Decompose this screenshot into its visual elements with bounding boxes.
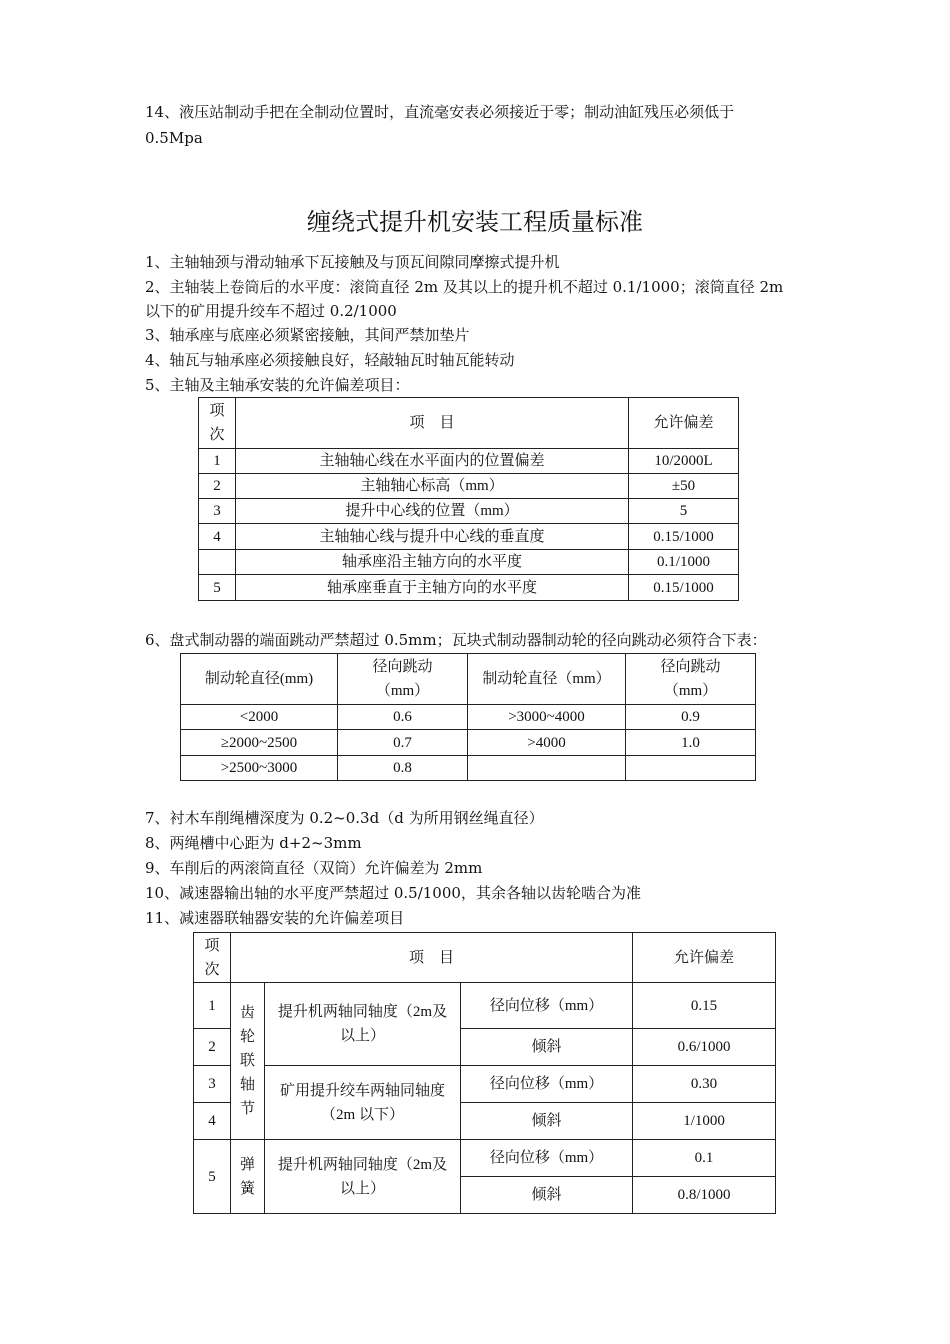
item-14-line1: 14、液压站制动手把在全制动位置时，直流毫安表必须接近于零；制动油缸残压必须低于 (145, 103, 735, 121)
row-item: 主轴轴心线在水平面内的位置偏差 (236, 449, 629, 474)
item-2-line1: 2、主轴装上卷筒后的水平度：滚筒直径 2m 及其以上的提升机不超过 0.1/1000；滚筒直径 2m (145, 278, 784, 296)
table-header-row (194, 933, 776, 983)
row-index: 2 (194, 1029, 231, 1066)
table-row (199, 499, 739, 524)
cell-runout-2: 0.9 (626, 705, 756, 730)
table-header-row (181, 654, 756, 705)
cell-runout-1: 0.8 (338, 756, 468, 781)
row-item: 提升中心线的位置（mm） (236, 499, 629, 524)
brake-wheel-runout-table (180, 653, 756, 781)
table-header-row (199, 398, 739, 449)
item-7: 7、衬木车削绳槽深度为 0.2~0.3d（d 为所用钢丝绳直径） (145, 809, 544, 827)
row-tolerance: ±50 (629, 474, 739, 499)
item-6: 6、盘式制动器的端面跳动严禁超过 0.5mm；瓦块式制动器制动轮的径向跳动必须符合下表： (145, 631, 767, 649)
item-14-line2: 0.5Mpa (145, 129, 203, 147)
cell-diameter-1: <2000 (181, 705, 338, 730)
page-title: 缠绕式提升机安装工程质量标准 (307, 208, 643, 236)
header-index: 项次 (209, 403, 225, 443)
table-row (199, 474, 739, 499)
table-row (194, 1140, 776, 1177)
cell-diameter-2: >4000 (468, 730, 626, 756)
table-row (181, 756, 756, 781)
radial-displacement: 径向位移（mm） (461, 983, 633, 1029)
row-index: 4 (194, 1103, 231, 1140)
coupling-tolerance-table (193, 932, 776, 1214)
row-tolerance: 0.1 (633, 1140, 776, 1177)
header-item: 项 目 (236, 398, 629, 449)
row-item: 主轴轴心标高（mm） (236, 474, 629, 499)
tilt: 倾斜 (461, 1177, 633, 1214)
table-row (199, 524, 739, 550)
row-tolerance: 10/2000L (629, 449, 739, 474)
table-row (194, 1066, 776, 1103)
item-1: 1、主轴轴颈与滑动轴承下瓦接触及与顶瓦间隙同摩擦式提升机 (145, 253, 560, 271)
tilt: 倾斜 (461, 1103, 633, 1140)
row-index: 3 (194, 1066, 231, 1103)
cell-diameter-2 (468, 756, 626, 781)
row-tolerance: 0.15 (633, 983, 776, 1029)
item-2-line2: 以下的矿用提升绞车不超过 0.2/1000 (145, 302, 397, 320)
row-index: 5 (194, 1140, 231, 1214)
item-10: 10、减速器输出轴的水平度严禁超过 0.5/1000，其余各轴以齿轮啮合为准 (145, 884, 641, 902)
sub-item-hoist-coaxiality-spring: 提升机两轴同轴度（2m及以上） (277, 1156, 448, 1197)
table-row (199, 550, 739, 575)
table-row (181, 705, 756, 730)
header-tolerance: 允许偏差 (633, 933, 776, 983)
row-index: 5 (199, 575, 236, 601)
cell-runout-1: 0.6 (338, 705, 468, 730)
cell-runout-1: 0.7 (338, 730, 468, 756)
row-tolerance: 0.15/1000 (629, 524, 739, 550)
header-runout-2-line1: 径向跳动 (660, 659, 721, 675)
cell-runout-2: 1.0 (626, 730, 756, 756)
header-diameter-1: 制动轮直径(mm) (181, 654, 338, 705)
row-tolerance: 1/1000 (633, 1103, 776, 1140)
sub-item-hoist-coaxiality: 提升机两轴同轴度（2m及以上） (277, 1004, 448, 1044)
row-index (199, 550, 236, 575)
header-diameter-2: 制动轮直径（mm） (468, 654, 626, 705)
header-tolerance: 允许偏差 (629, 398, 739, 449)
row-index: 4 (199, 524, 236, 550)
cell-diameter-1: ≥2000~2500 (181, 730, 338, 756)
row-item: 轴承座沿主轴方向的水平度 (236, 550, 629, 575)
row-tolerance: 5 (629, 499, 739, 524)
sub-item-winch-coaxiality: 矿用提升绞车两轴同轴度（2m 以下） (279, 1082, 445, 1123)
row-tolerance: 0.1/1000 (629, 550, 739, 575)
row-item: 主轴轴心线与提升中心线的垂直度 (236, 524, 629, 550)
table-row (181, 730, 756, 756)
row-index: 1 (199, 449, 236, 474)
cell-diameter-1: >2500~3000 (181, 756, 338, 781)
main-shaft-tolerance-table (198, 397, 739, 601)
item-9: 9、车削后的两滚筒直径（双筒）允许偏差为 2mm (145, 859, 483, 877)
group-spring: 弹簧 (240, 1156, 256, 1197)
cell-diameter-2: >3000~4000 (468, 705, 626, 730)
row-tolerance: 0.30 (633, 1066, 776, 1103)
row-index: 1 (194, 983, 231, 1029)
row-tolerance: 0.6/1000 (633, 1029, 776, 1066)
radial-displacement: 径向位移（mm） (461, 1066, 633, 1103)
item-11: 11、减速器联轴器安装的允许偏差项目 (145, 909, 405, 927)
table-row (199, 449, 739, 474)
item-4: 4、轴瓦与轴承座必须接触良好，轻敲轴瓦时轴瓦能转动 (145, 351, 515, 369)
radial-displacement: 径向位移（mm） (461, 1140, 633, 1177)
row-tolerance: 0.15/1000 (629, 575, 739, 601)
item-8: 8、两绳槽中心距为 d+2~3mm (145, 834, 362, 852)
row-item: 轴承座垂直于主轴方向的水平度 (236, 575, 629, 601)
row-tolerance: 0.8/1000 (633, 1177, 776, 1214)
cell-runout-2 (626, 756, 756, 781)
header-runout-1-line1: 径向跳动 (372, 659, 433, 675)
tilt: 倾斜 (461, 1029, 633, 1066)
item-3: 3、轴承座与底座必须紧密接触，其间严禁加垫片 (145, 326, 470, 344)
table-row (199, 575, 739, 601)
header-item: 项 目 (231, 933, 633, 983)
item-5: 5、主轴及主轴承安装的允许偏差项目： (145, 376, 410, 394)
header-index: 项次 (204, 937, 220, 978)
row-index: 3 (199, 499, 236, 524)
table-row (194, 983, 776, 1029)
row-index: 2 (199, 474, 236, 499)
header-runout-2-line2: （mm） (663, 683, 718, 699)
header-runout-1-line2: （mm） (375, 683, 430, 699)
group-gear-coupling: 齿轮联轴节 (240, 1005, 256, 1117)
